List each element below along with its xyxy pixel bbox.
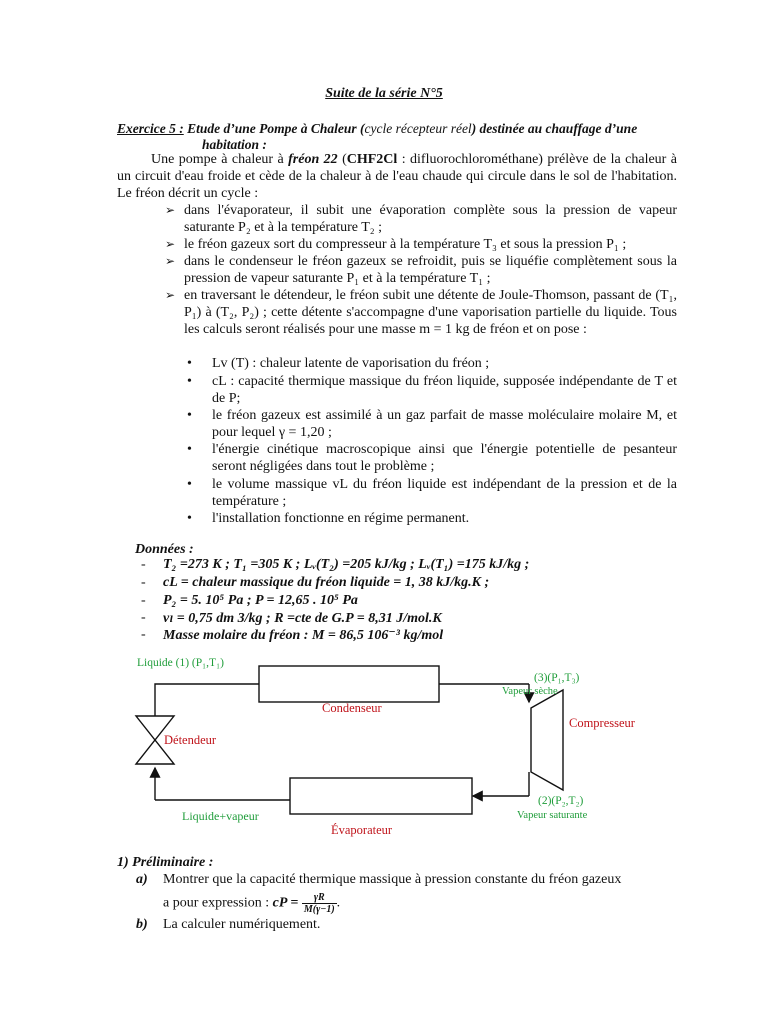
exercise-title-start: Etude d’une Pompe à Chaleur ( bbox=[187, 121, 365, 136]
donnee-line bbox=[141, 610, 442, 627]
intro-text-1: Une pompe à chaleur à bbox=[151, 152, 289, 167]
assumption-item bbox=[187, 355, 677, 372]
section-heading: 1) Préliminaire : bbox=[117, 855, 214, 870]
assumption-text: cL : capacité thermique massique du fréon liquide, supposée indépendante de T et de P; bbox=[212, 374, 677, 407]
cycle-step-text: en traversant le détendeur, le fréon subit une détente de Joule-Thomson, passant de (T₁, P₁) à (T₂, P₂) ; cette détente s'accompagne d'une vaporisation partielle du liquide. Tous les calculs seront réalisés pour une masse m = 1 kg de fréon et on pose : bbox=[184, 288, 677, 338]
question-text: La calculer numériquement. bbox=[163, 917, 321, 932]
formula-fraction bbox=[302, 892, 337, 915]
question-b bbox=[136, 917, 320, 933]
label-state2: (2)(P₂,T₂) bbox=[538, 795, 584, 807]
exercise-cycle: cycle récepteur réel bbox=[364, 121, 472, 136]
donnee-text: vₗ = 0,75 dm 3/kg ; R =cte de G.P = 8,31 J/mol.K bbox=[163, 611, 442, 626]
exercise-title-line2: habitation : bbox=[202, 137, 267, 152]
assumption-item bbox=[187, 441, 677, 475]
cycle-step-text: dans l'évaporateur, il subit une évaporation complète sous la pression de vapeur saturante P₂ et à la température T₂ ; bbox=[184, 203, 677, 236]
bullet-icon: • bbox=[187, 374, 192, 389]
question-label: a) bbox=[136, 872, 148, 887]
label-liquide-vapeur: Liquide+vapeur bbox=[182, 809, 259, 823]
question-text-2: a pour expression : bbox=[163, 895, 273, 911]
donnee-text: P₂ = 5. 10⁵ Pa ; P = 12,65 . 10⁵ Pa bbox=[163, 593, 358, 608]
donnee-line bbox=[141, 557, 529, 573]
intro-text-3: : difluorochlorométhane) prélève de la chaleur à un circuit d'eau froide et cède de la chaleur à de l'eau chaude qui circule dans le sol de l'habitation. Le fréon décrit un cycle : bbox=[117, 152, 677, 201]
condenseur-box bbox=[259, 666, 439, 702]
evaporateur-box bbox=[290, 778, 472, 814]
label-vapeur-saturante: Vapeur saturante bbox=[517, 810, 588, 821]
label-condenseur: Condenseur bbox=[322, 701, 382, 715]
question-text-line2: a pour expression : cP = $\frac{\gamma R}{M(\gamma-1)}$ . bbox=[163, 892, 341, 915]
arrow-bullet-icon: ➢ bbox=[165, 288, 176, 302]
dash-bullet: - bbox=[141, 610, 146, 625]
assumption-item bbox=[187, 373, 677, 407]
question-a bbox=[136, 872, 621, 915]
dash-bullet: - bbox=[141, 557, 146, 572]
assumption-text: Lv (T) : chaleur latente de vaporisation du fréon ; bbox=[212, 356, 490, 371]
exercise-title-end: ) destinée au chauffage d’une bbox=[471, 121, 638, 136]
arrow-bullet-icon: ➢ bbox=[165, 254, 176, 268]
exercise-heading bbox=[117, 121, 687, 153]
formula-lhs: cP = bbox=[272, 895, 299, 911]
donnee-text: cL = chaleur massique du fréon liquide = 1, 38 kJ/kg.K ; bbox=[163, 575, 490, 590]
label-detendeur: Détendeur bbox=[164, 733, 217, 747]
bullet-icon: • bbox=[187, 477, 192, 492]
assumption-text: l'installation fonctionne en régime permanent. bbox=[212, 511, 470, 526]
label-compresseur: Compresseur bbox=[569, 716, 635, 730]
intro-freon: fréon 22 bbox=[288, 152, 338, 167]
assumption-item bbox=[187, 510, 677, 527]
pipe-liquid bbox=[155, 684, 259, 716]
bullet-icon: • bbox=[187, 356, 192, 371]
intro-formula: CHF2Cl bbox=[346, 152, 398, 167]
page-title: Suite de la série N°5 bbox=[325, 86, 443, 101]
label-liquide1: Liquide (1) (P₁,T₁) bbox=[137, 657, 224, 669]
cycle-step-text: le fréon gazeux sort du compresseur à la température T₃ et sous la pression P₁ ; bbox=[184, 237, 627, 252]
dash-bullet: - bbox=[141, 593, 146, 608]
formula-numerator: γR bbox=[302, 892, 337, 904]
arrow-bullet-icon: ➢ bbox=[165, 237, 176, 251]
bullet-icon: • bbox=[187, 442, 192, 457]
question-label: b) bbox=[136, 917, 148, 932]
donnee-text: T₂ =273 K ; T₁ =305 K ; Lᵥ(T₂) =205 kJ/kg ; Lᵥ(T₁) =175 kJ/kg ; bbox=[163, 557, 530, 572]
dash-bullet: - bbox=[141, 575, 146, 590]
question-text: Montrer que la capacité thermique massique à pression constante du fréon gazeux bbox=[163, 872, 622, 887]
donnee-text: Masse molaire du fréon : M = 86,5 106⁻³ kg/mol bbox=[163, 628, 444, 643]
cycle-step bbox=[165, 253, 677, 287]
label-state3: (3)(P₁,T₃) bbox=[534, 672, 580, 684]
label-evaporateur: Évaporateur bbox=[331, 823, 393, 837]
assumption-item bbox=[187, 476, 677, 510]
arrow-bullet-icon: ➢ bbox=[165, 203, 176, 217]
intro-text-2: ( bbox=[337, 152, 347, 167]
bullet-icon: • bbox=[187, 408, 192, 423]
cycle-step bbox=[165, 236, 677, 253]
assumption-text: l'énergie cinétique macroscopique ainsi que l'énergie potentielle de pesanteur seront négligées dans tout le problème ; bbox=[212, 442, 677, 475]
heat-pump-diagram bbox=[0, 640, 768, 850]
bullet-icon: • bbox=[187, 511, 192, 526]
dash-bullet: - bbox=[141, 627, 146, 642]
label-vapeur-seche: Vapeur sèche bbox=[502, 686, 558, 697]
intro-paragraph bbox=[117, 151, 677, 202]
compresseur-symbol bbox=[531, 690, 563, 790]
assumption-text: le volume massique vL du fréon liquide est indépendant de la pression et de la température ; bbox=[212, 477, 677, 510]
exercise-label: Exercice 5 : bbox=[117, 121, 184, 136]
cycle-step bbox=[165, 287, 677, 339]
cycle-step bbox=[165, 202, 677, 236]
cycle-step-text: dans le condenseur le fréon gazeux se refroidit, puis se liquéfie complètement sous la pression de vapeur saturante P₁ et à la température T₁ ; bbox=[184, 254, 677, 287]
assumption-item bbox=[187, 407, 677, 441]
assumption-text: le fréon gazeux est assimilé à un gaz parfait de masse moléculaire molaire M, et pour lequel γ = 1,20 ; bbox=[212, 408, 677, 441]
donnee-line bbox=[141, 575, 489, 591]
donnee-line bbox=[141, 593, 358, 609]
donnees-heading: Données : bbox=[135, 542, 194, 557]
formula-denominator: M(γ−1) bbox=[303, 904, 335, 915]
